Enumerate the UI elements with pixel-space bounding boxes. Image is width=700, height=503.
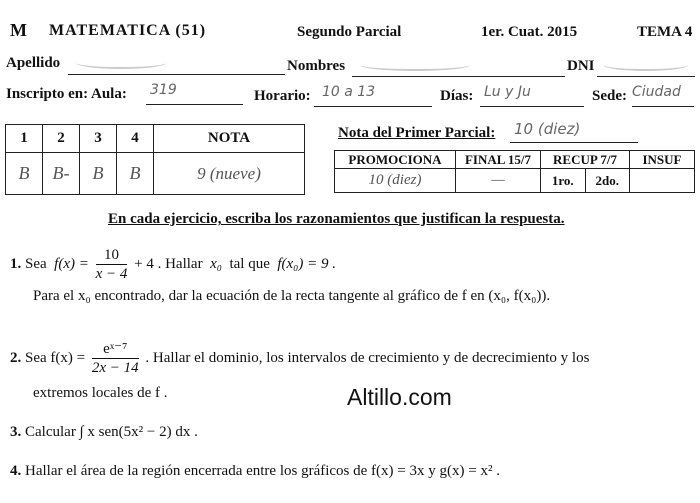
question-4 <box>10 463 500 480</box>
subject-letter: M <box>10 20 27 40</box>
promo-header-final: FINAL 15/7 <box>456 151 541 169</box>
grade-value-1: B <box>6 153 43 195</box>
question-2-text-a: Sea f(x) = <box>25 349 86 366</box>
promo-header-insuf: INSUF <box>630 151 695 169</box>
question-2-number: 2. <box>10 349 22 366</box>
question-2-line-2: extremos locales de f . <box>33 385 168 401</box>
question-2 <box>10 340 589 377</box>
grade-value-4: B <box>117 153 154 195</box>
question-3-text: Calcular ∫ x sen(5x² − 2) dx . <box>25 424 198 440</box>
promo-table <box>334 150 695 193</box>
question-4-number: 4. <box>10 463 22 479</box>
horario-value: 10 a 13 <box>322 84 376 100</box>
exam-tema: TEMA 4 <box>637 24 693 40</box>
dni-label: DNI <box>567 58 595 74</box>
grade-value-3: B <box>80 153 117 195</box>
grade-header-2: 2 <box>43 125 80 153</box>
promo-value-promociona: 10 (diez) <box>335 169 456 193</box>
nombres-label: Nombres <box>287 58 346 74</box>
first-grade-label: Nota del Primer Parcial: <box>338 125 496 141</box>
question-2-numerator: eˣ⁻⁷ <box>92 340 139 359</box>
question-1-line-2: Para el x₀ encontrado, dar la ecuación de la recta tangente al gráfico de f en (x₀, f(x₀)). <box>33 288 551 304</box>
question-1-text-b: + 4 . Hallar <box>134 255 203 272</box>
dias-value: Lu y Ju <box>484 84 531 100</box>
promo-header-recup: RECUP 7/7 <box>541 151 630 169</box>
grade-table <box>5 124 305 195</box>
grade-header-1: 1 <box>6 125 43 153</box>
question-3-number: 3. <box>10 424 22 440</box>
question-1-numerator: 10 <box>96 246 128 265</box>
instruction-text: En cada ejercicio, escriba los razonamientos que justifican la respuesta. <box>108 211 565 227</box>
question-1-number: 1. <box>10 255 22 272</box>
inscripto-label: Inscripto en: Aula: <box>6 86 127 102</box>
promo-recup-2do: 2do. <box>585 169 630 193</box>
apellido-handwriting <box>76 57 166 69</box>
question-2-denominator: 2x − 14 <box>91 360 139 376</box>
aula-value: 319 <box>150 82 177 98</box>
apellido-label: Apellido <box>6 55 61 71</box>
promo-value-insuf <box>630 169 695 193</box>
promo-header-promociona: PROMOCIONA <box>335 151 456 169</box>
question-2-fraction <box>92 340 139 377</box>
dni-handwriting <box>603 59 688 71</box>
exam-title: Segundo Parcial <box>297 24 402 40</box>
grade-value-nota: 9 (nueve) <box>154 153 305 195</box>
promo-recup-1ro: 1ro. <box>541 169 586 193</box>
question-1-text-a: Sea <box>25 255 47 272</box>
grade-header-nota: NOTA <box>154 125 305 153</box>
horario-label: Horario: <box>254 88 311 104</box>
watermark-text: Altillo.com <box>347 384 452 410</box>
question-4-text: Hallar el área de la región encerrada entre los gráficos de f(x) = 3x y g(x) = x² . <box>25 463 500 479</box>
grade-header-4: 4 <box>117 125 154 153</box>
sede-value: Ciudad <box>632 84 681 100</box>
dias-label: Días: <box>440 88 474 104</box>
question-1-denominator: x − 4 <box>95 266 128 282</box>
question-3 <box>10 424 198 441</box>
question-1-text-c: tal que <box>229 255 270 272</box>
question-2-text-b: . Hallar el dominio, los intervalos de crecimiento y de decrecimiento y los <box>145 349 590 366</box>
sede-label: Sede: <box>592 88 627 104</box>
exam-period: 1er. Cuat. 2015 <box>481 24 578 40</box>
question-1: 1. Sea f(x) = $\frac{10}{x - 4}$ + 4 . Hallar x₀ tal que f(x₀) = 9 . <box>10 247 337 282</box>
first-grade-value: 10 (diez) <box>514 120 581 138</box>
nombres-handwriting <box>360 59 470 71</box>
grade-value-2: B- <box>43 153 80 195</box>
subject-title: MATEMATICA (51) <box>49 22 207 39</box>
question-1-fraction <box>96 246 128 283</box>
promo-value-final: — <box>456 169 541 193</box>
grade-header-3: 3 <box>80 125 117 153</box>
